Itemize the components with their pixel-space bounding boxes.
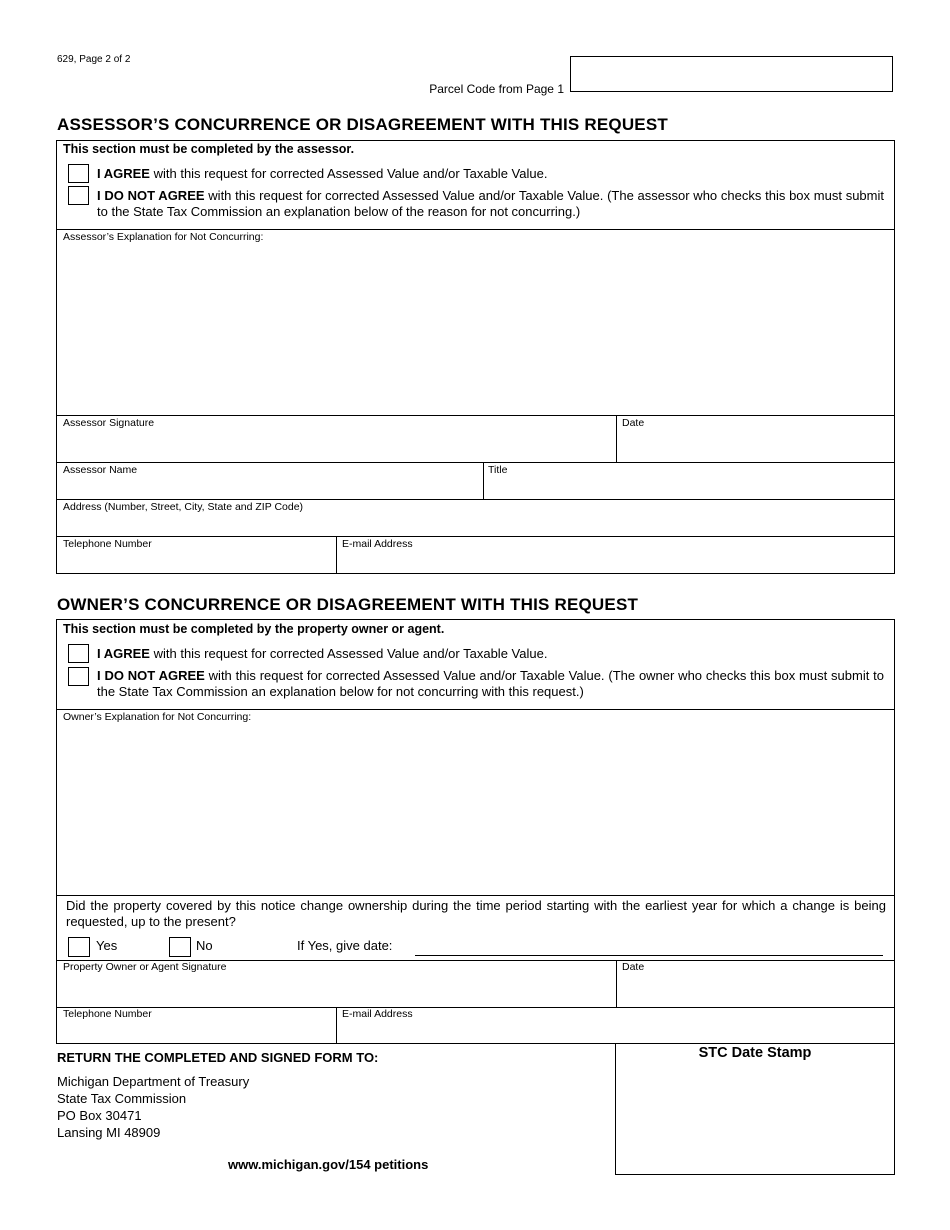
owner-agree-checkbox[interactable] [68,644,89,663]
assessor-email-field[interactable] [337,551,894,573]
assessor-agree-text: I AGREE with this request for corrected Assessed Value and/or Taxable Value. [97,166,548,181]
ownership-no-label: No [196,938,213,953]
assessor-disagree-checkbox[interactable] [68,186,89,205]
assessor-date-field[interactable] [617,431,894,461]
owner-disagree-checkbox[interactable] [68,667,89,686]
parcel-code-label: Parcel Code from Page 1 [429,82,564,96]
ownership-change-date-field[interactable] [415,955,883,956]
assessor-address-label: Address (Number, Street, City, State and ZIP Code) [63,501,304,513]
owner-section [56,619,895,1044]
ownership-yes-checkbox[interactable] [68,937,90,957]
assessor-section-title: ASSESSOR’S CONCURRENCE OR DISAGREEMENT WITH THIS REQUEST [57,115,668,134]
divider [57,415,894,416]
divider [57,895,894,896]
mailing-address [57,1073,249,1141]
assessor-date-label: Date [622,417,645,429]
owner-instruction: This section must be completed by the property owner or agent. [63,622,445,636]
divider [57,536,894,537]
owner-explanation-label: Owner’s Explanation for Not Concurring: [63,711,252,723]
assessor-explanation-field[interactable] [57,245,894,415]
stc-date-stamp-title: STC Date Stamp [698,1045,812,1061]
divider [57,709,894,710]
owner-agree-text: I AGREE with this request for corrected Assessed Value and/or Taxable Value. [97,646,548,661]
owner-phone-field[interactable] [57,1021,336,1043]
assessor-name-label: Assessor Name [63,464,138,476]
divider [57,229,894,230]
divider [57,462,894,463]
assessor-instruction: This section must be completed by the assessor. [63,142,355,156]
owner-date-field[interactable] [617,975,894,1006]
return-instructions-title: RETURN THE COMPLETED AND SIGNED FORM TO: [57,1050,379,1065]
assessor-title-field[interactable] [484,477,894,499]
owner-signature-label: Property Owner or Agent Signature [63,961,227,973]
owner-explanation-field[interactable] [57,725,894,895]
owner-phone-label: Telephone Number [63,1008,152,1020]
owner-email-label: E-mail Address [342,1008,413,1020]
website-url: www.michigan.gov/154 petitions [228,1157,429,1172]
owner-section-title: OWNER’S CONCURRENCE OR DISAGREEMENT WITH THIS REQUEST [57,595,639,614]
address-line: PO Box 30471 [57,1108,142,1123]
assessor-signature-label: Assessor Signature [63,417,155,429]
assessor-signature-field[interactable] [57,431,616,461]
form-id: 629, Page 2 of 2 [57,54,131,65]
assessor-section [56,140,895,574]
ownership-change-question: Did the property covered by this notice change ownership during the time period starting with the earliest year for which a change is being requested, up to the present? [66,898,886,929]
assessor-name-field[interactable] [57,477,483,499]
assessor-email-label: E-mail Address [342,538,413,550]
assessor-title-label: Title [488,464,508,476]
assessor-disagree-text: I DO NOT AGREE with this request for corrected Assessed Value and/or Taxable Value. (The assessor who checks this box must submit to the State Tax Commission an explanation below of the reason for not concurring.) [97,188,884,219]
ownership-no-checkbox[interactable] [169,937,191,957]
address-line: Michigan Department of Treasury [57,1074,250,1089]
address-line: Lansing MI 48909 [57,1125,161,1140]
assessor-agree-checkbox[interactable] [68,164,89,183]
ownership-yes-label: Yes [96,938,118,953]
owner-email-field[interactable] [337,1021,894,1043]
owner-signature-field[interactable] [57,975,616,1006]
assessor-phone-field[interactable] [57,551,336,573]
divider [57,1007,894,1008]
parcel-code-field[interactable] [570,56,893,92]
owner-date-label: Date [622,961,645,973]
address-line: State Tax Commission [57,1091,187,1106]
assessor-phone-label: Telephone Number [63,538,152,550]
divider [57,499,894,500]
assessor-explanation-label: Assessor’s Explanation for Not Concurring: [63,231,264,243]
if-yes-date-label: If Yes, give date: [297,938,393,953]
assessor-address-field[interactable] [57,514,894,536]
owner-disagree-text: I DO NOT AGREE with this request for corrected Assessed Value and/or Taxable Value. (The owner who checks this box must submit to the State Tax Commission an explanation below for not concurring with this request.) [97,668,885,699]
stc-date-stamp-box [615,1043,895,1175]
